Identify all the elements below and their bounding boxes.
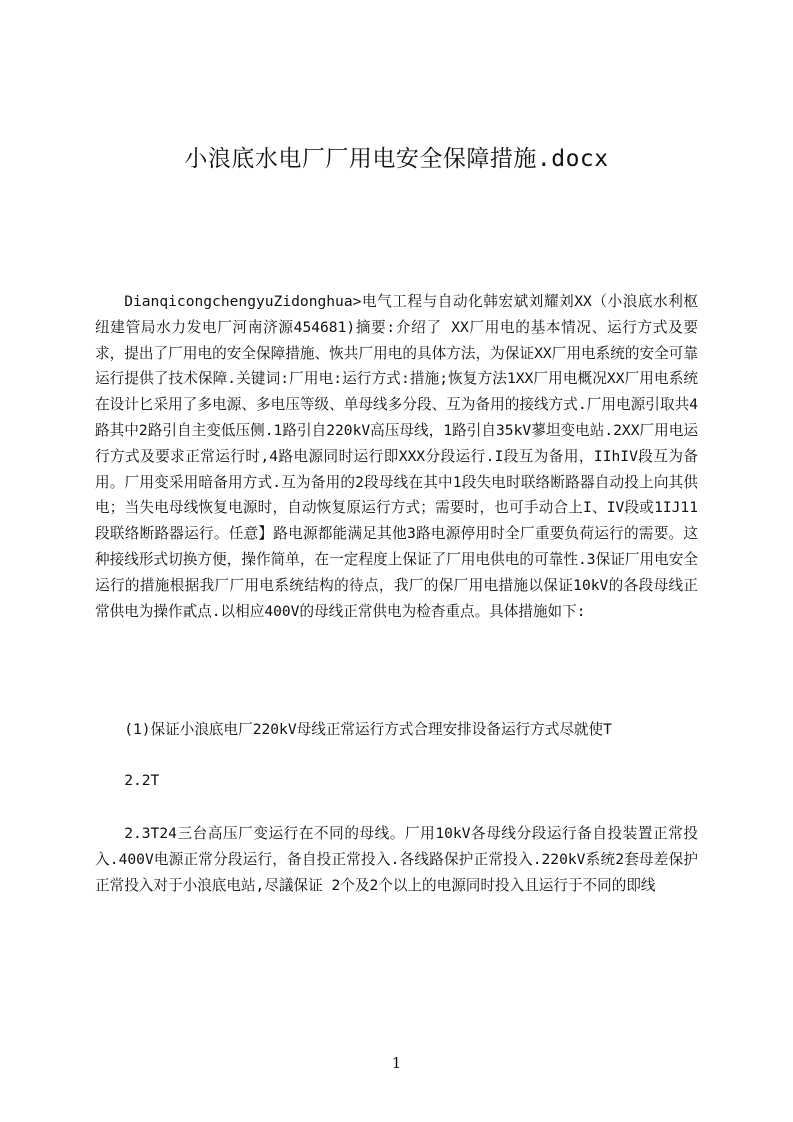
document-title: 小浪底水电厂厂用电安全保障措施.docx: [184, 146, 609, 172]
page-number: 1: [391, 1054, 402, 1072]
body-paragraph: DianqicongchengyuZidonghua>电气工程与自动化韩宏斌刘耀刘XX（小浪底水利枢纽建管局水力发电厂河南济源454681)摘要:介绍了 XX厂用电的基本情况、运行方式及要求，提出了厂用电的安全保障措施、恢共厂用电的具体方法，为保证XX厂用电系统的安全可靠运行提供了技术保障.关键词:厂用电:运行方式:措施;恢复方法1XX厂用电概况XX厂用电系统在设计匕采用了多电源、多电压等级、单母线多分段、互为备用的接线方式.厂用电源引取共4路其中2路引自主变低压侧.1路引自220kV高压母线，1路引自35kV蓼坦变电站.2XX厂用电运行方式及要求正常运行时,4路电源同时运行即XXX分段运行.I段互为备用，IIhIV段互为备用。厂用变采用暗备用方式.互为备用的2段母线在其中1段失电时联络断路器自动投上向其供电；当失电母线恢复电源时，自动恢复原运行方式；需要时，也可手动合上I、IV段或1IJ11段联络断路器运行。任意】路电源都能满足其他3路电源停用时全厂重要负荷运行的需要。这种接线形式切换方便，操作简单，在一定程度上保证了厂用电供电的可靠性.3保证厂用电安全运行的措施根据我厂厂用电系统结构的待点，我厂的保厂用电措施以保证10kV的各段母线正常供电为操作貳点.以相应400V的母线正常供电为检杳重点。具体措施如下:: [95, 293, 698, 620]
measure-paragraph-3: 2.3T24三台高压厂变运行在不同的母线。厂用10kV各母线分段运行备自投装置正常投入.400V电源正常分段运行，备自投正常投入.各线路保护正常投入.220kV系统2套母差保护正常投入对于小浪底电站,尽議保证 2个及2个以上的电源同时投入且运行于不同的即线: [95, 825, 698, 894]
measure-paragraph-2: 2.2T: [124, 772, 160, 789]
measure-paragraph-1: (1)保证小浪底电厂220kV母线正常运行方式合理安排设备运行方式尽就使T: [124, 721, 612, 738]
